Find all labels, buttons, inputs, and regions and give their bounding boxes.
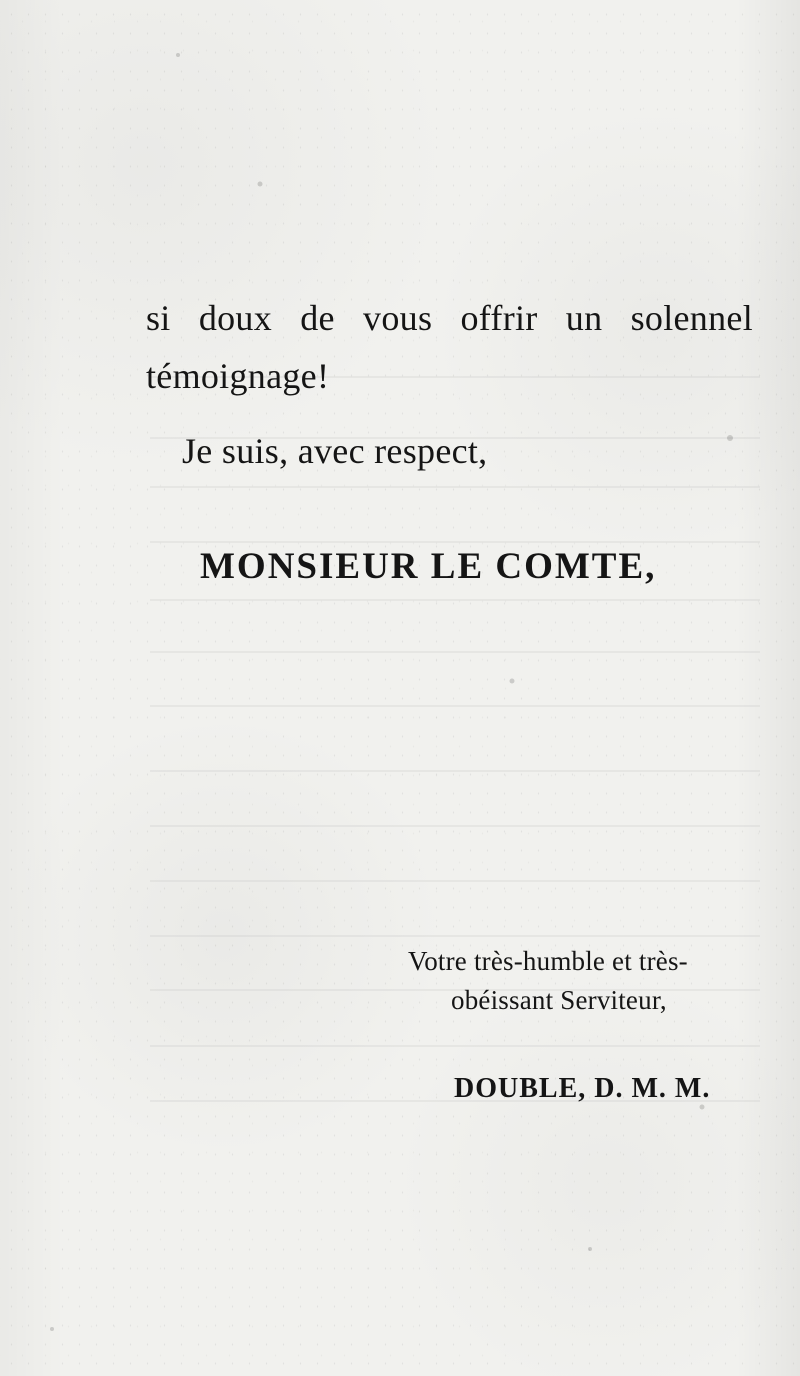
signature: DOUBLE, D. M. M. — [454, 1073, 711, 1104]
page-title: MONSIEUR LE COMTE, — [200, 546, 657, 587]
closing-line-1: Votre très-humble et très- — [408, 946, 688, 976]
salutation-line: Je suis, avec respect, — [182, 431, 488, 471]
body-line-1: si doux de vous offrir un solennel — [146, 298, 753, 338]
closing-line-2: obéissant Serviteur, — [451, 985, 667, 1015]
body-line-2: témoignage! — [146, 356, 330, 396]
